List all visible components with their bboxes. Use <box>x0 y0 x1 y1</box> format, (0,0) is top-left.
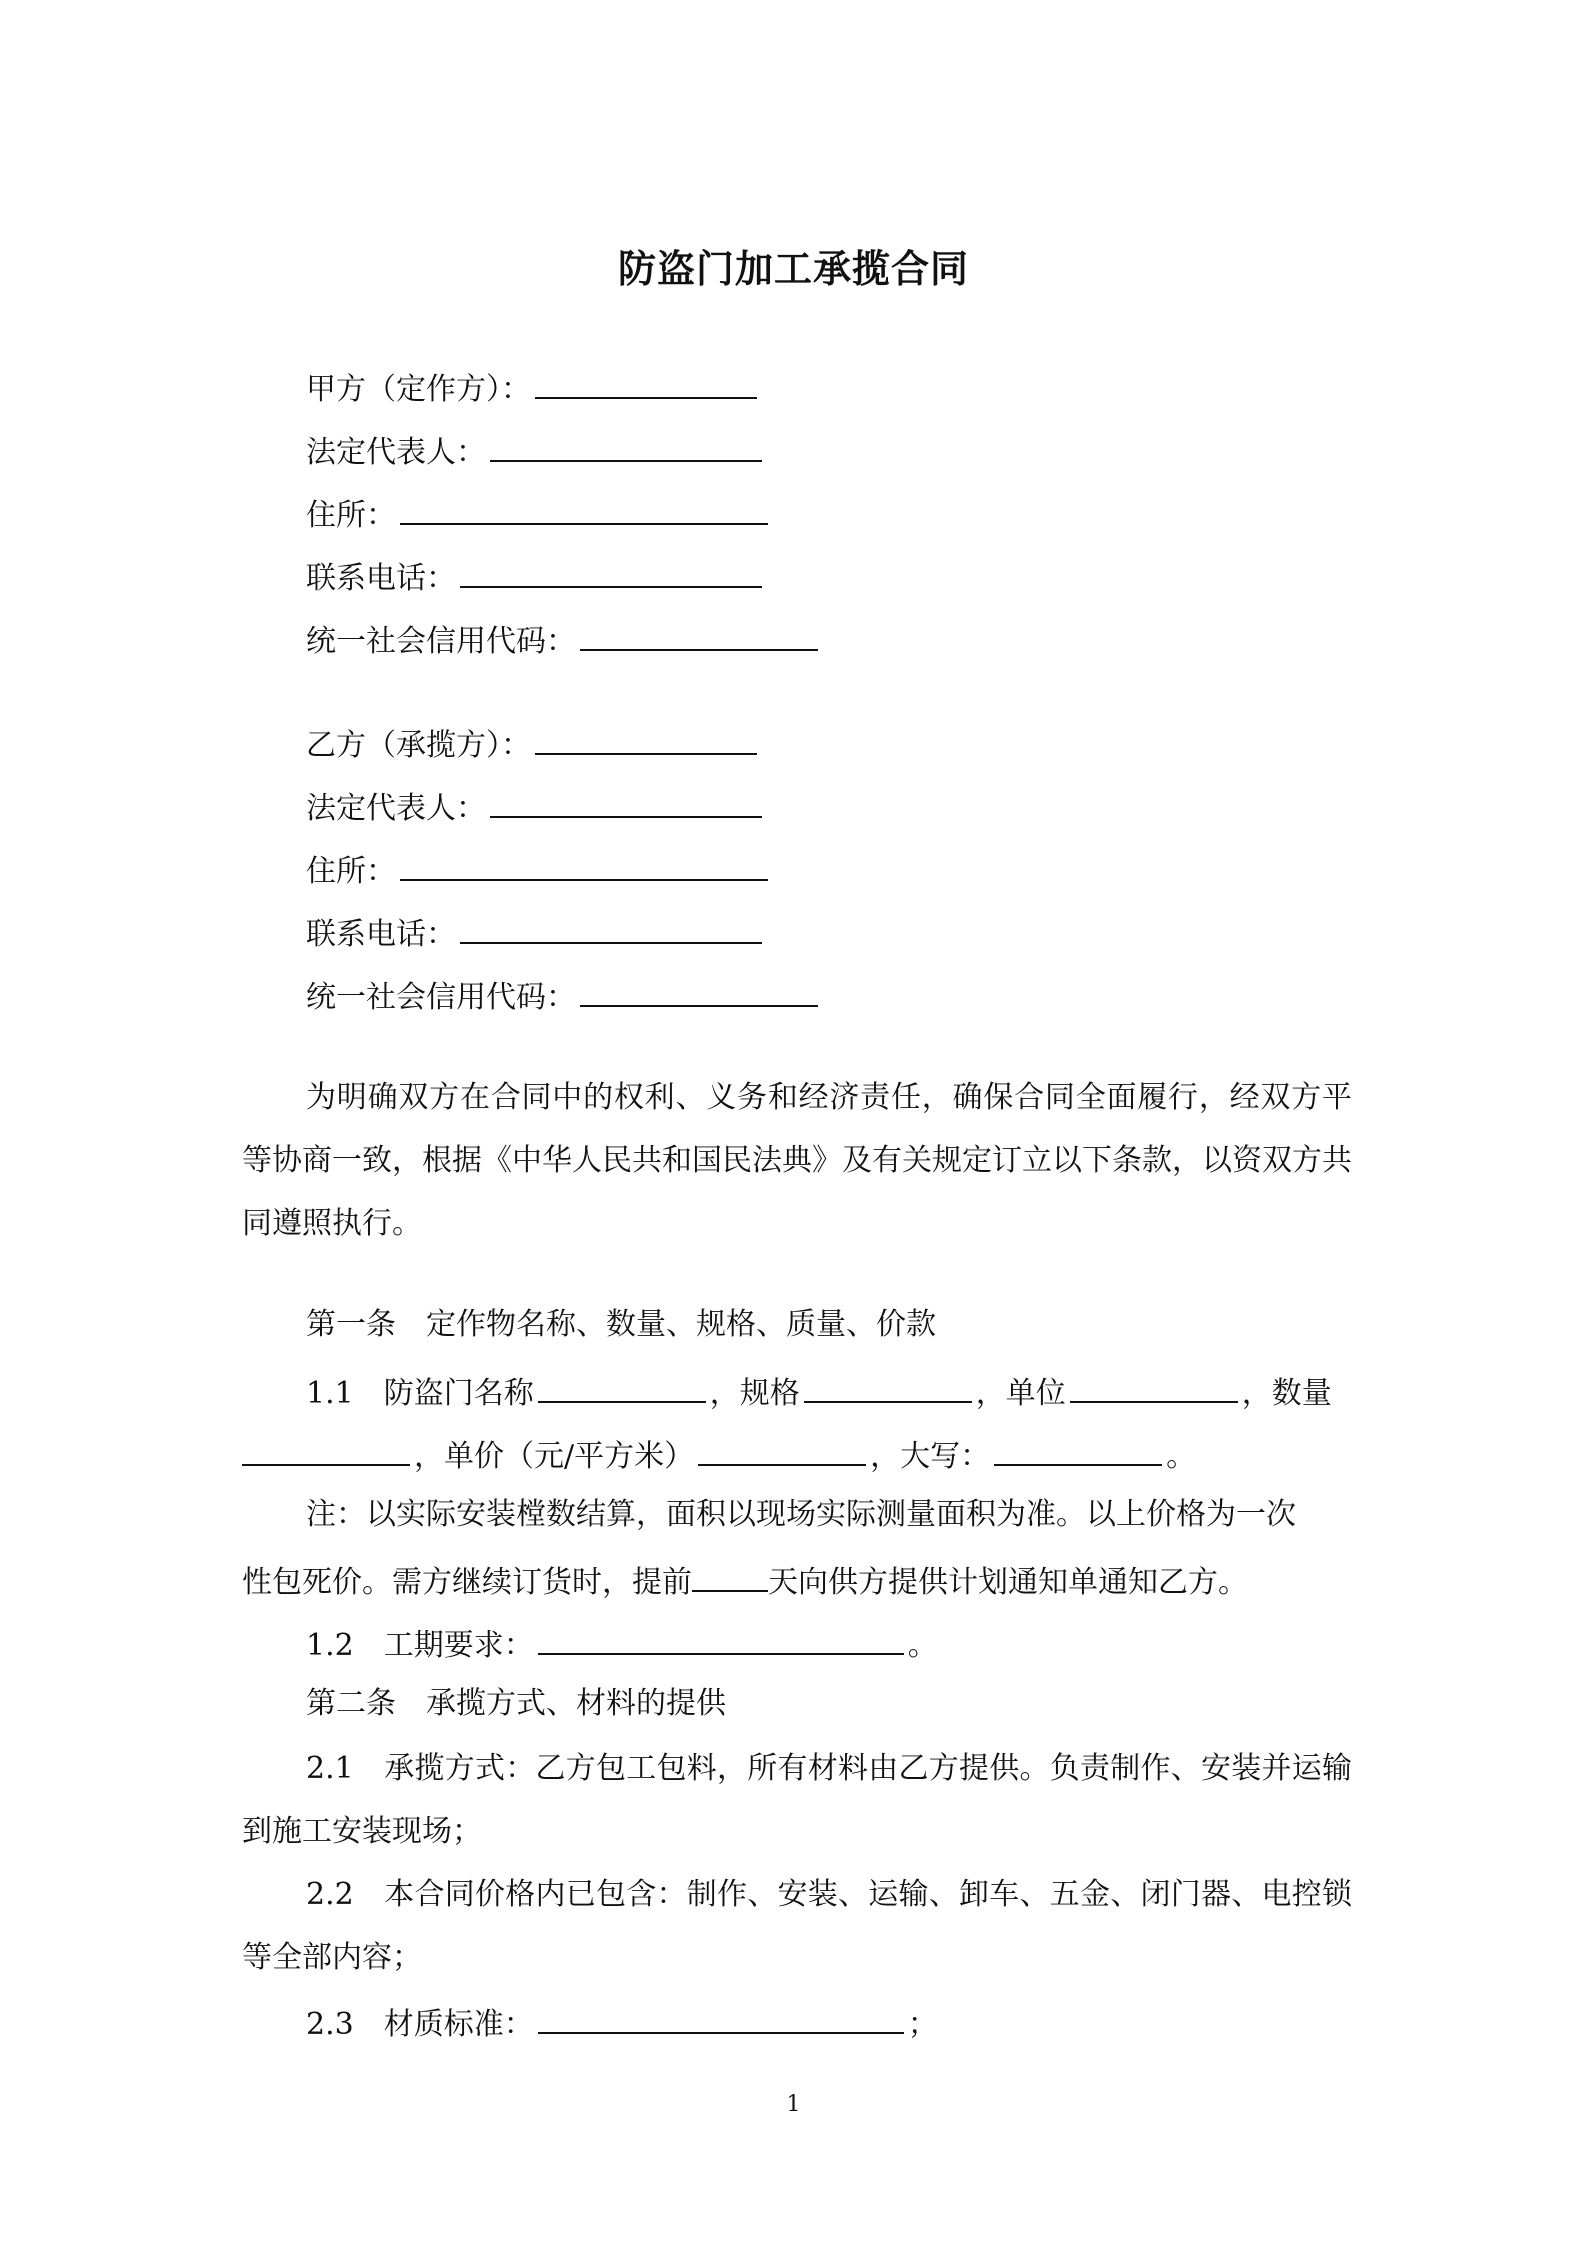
party-a-phone-field[interactable] <box>460 554 762 588</box>
party-b-rep-label: 法定代表人： <box>306 791 486 826</box>
amount-in-words-field[interactable] <box>994 1432 1162 1466</box>
clause-2-2: 2.2 本合同价格内已包含：制作、安装、运输、卸车、五金、闭门器、电控锁等全部内容； <box>242 1877 1352 1975</box>
spec-field[interactable] <box>804 1369 972 1403</box>
party-a-rep-field[interactable] <box>490 428 762 462</box>
unit-field[interactable] <box>1070 1369 1238 1403</box>
clause-1-1-end: 。 <box>1166 1439 1197 1474</box>
quantity-field[interactable] <box>242 1432 410 1466</box>
clause-1-1-spec-label: ，规格 <box>709 1376 800 1411</box>
clause-1-1-line2 <box>242 1432 1196 1477</box>
note-line2 <box>242 1558 1248 1603</box>
door-name-field[interactable] <box>538 1369 706 1403</box>
party-a-credit-row <box>306 617 822 662</box>
party-b-name-row <box>306 721 761 766</box>
party-a-rep-label: 法定代表人： <box>306 435 486 470</box>
page-number: 1 <box>786 2092 801 2117</box>
party-b-address-label: 住所： <box>306 854 396 889</box>
party-b-phone-row <box>306 910 766 955</box>
party-b-credit-label: 统一社会信用代码： <box>306 980 576 1015</box>
party-a-phone-row <box>306 554 766 599</box>
party-b-phone-label: 联系电话： <box>306 917 456 952</box>
clause-1-2 <box>306 1621 938 1666</box>
clause-2-3 <box>306 2000 938 2045</box>
contract-title: 防盗门加工承揽合同 <box>617 246 969 291</box>
preamble-paragraph: 为明确双方在合同中的权利、义务和经济责任，确保合同全面履行，经双方平等协商一致，根据《中华人民共和国民法典》及有关规定订立以下条款，以资双方共同遵照执行。 <box>242 1080 1352 1241</box>
clause-1-1-line1 <box>306 1369 1332 1414</box>
unit-price-field[interactable] <box>698 1432 866 1466</box>
party-a-credit-label: 统一社会信用代码： <box>306 624 576 659</box>
clause-1-2-label: 1.2 工期要求： <box>306 1628 534 1663</box>
clause-1-1-unit-label: ，单位 <box>975 1376 1066 1411</box>
party-b-name-label: 乙方（承揽方）： <box>306 728 531 763</box>
party-a-address-field[interactable] <box>400 491 768 525</box>
clause-1-1-amount-label: ，大写： <box>870 1439 991 1474</box>
party-a-name-label: 甲方（定作方）： <box>306 372 531 407</box>
article1-heading: 第一条 定作物名称、数量、规格、质量、价款 <box>306 1307 936 1342</box>
party-b-credit-field[interactable] <box>580 973 818 1007</box>
party-a-name-row <box>306 365 761 410</box>
note-tail-label: 天向供方提供计划通知单通知乙方。 <box>768 1565 1248 1600</box>
party-b-name-field[interactable] <box>535 721 757 755</box>
clause-2-3-end: ； <box>907 2007 938 2042</box>
material-standard-field[interactable] <box>538 2000 904 2034</box>
article2-heading: 第二条 承揽方式、材料的提供 <box>306 1686 726 1721</box>
note-line1: 注：以实际安装樘数结算，面积以现场实际测量面积为准。以上价格为一次 <box>306 1497 1296 1532</box>
clause-2-3-label: 2.3 材质标准： <box>306 2007 534 2042</box>
clause-1-1-name-label: 1.1 防盗门名称 <box>306 1376 534 1411</box>
schedule-field[interactable] <box>538 1621 904 1655</box>
clause-1-1-price-label: ，单价（元/平方米） <box>414 1439 695 1474</box>
party-a-name-field[interactable] <box>535 365 757 399</box>
clause-1-2-end: 。 <box>907 1628 938 1663</box>
note-lead-label: 性包死价。需方继续订货时，提前 <box>242 1565 692 1600</box>
party-a-rep-row <box>306 428 766 473</box>
party-b-phone-field[interactable] <box>460 910 762 944</box>
party-b-address-row <box>306 847 772 892</box>
party-a-address-label: 住所： <box>306 498 396 533</box>
party-b-rep-row <box>306 784 766 829</box>
party-a-phone-label: 联系电话： <box>306 561 456 596</box>
party-a-credit-field[interactable] <box>580 617 818 651</box>
clause-2-1: 2.1 承揽方式：乙方包工包料，所有材料由乙方提供。负责制作、安装并运输到施工安装现场； <box>242 1751 1352 1849</box>
party-b-address-field[interactable] <box>400 847 768 881</box>
party-b-rep-field[interactable] <box>490 784 762 818</box>
clause-1-1-qty-label: ，数量 <box>1241 1376 1332 1411</box>
advance-days-field[interactable] <box>692 1558 768 1592</box>
party-b-credit-row <box>306 973 822 1018</box>
party-a-address-row <box>306 491 772 536</box>
